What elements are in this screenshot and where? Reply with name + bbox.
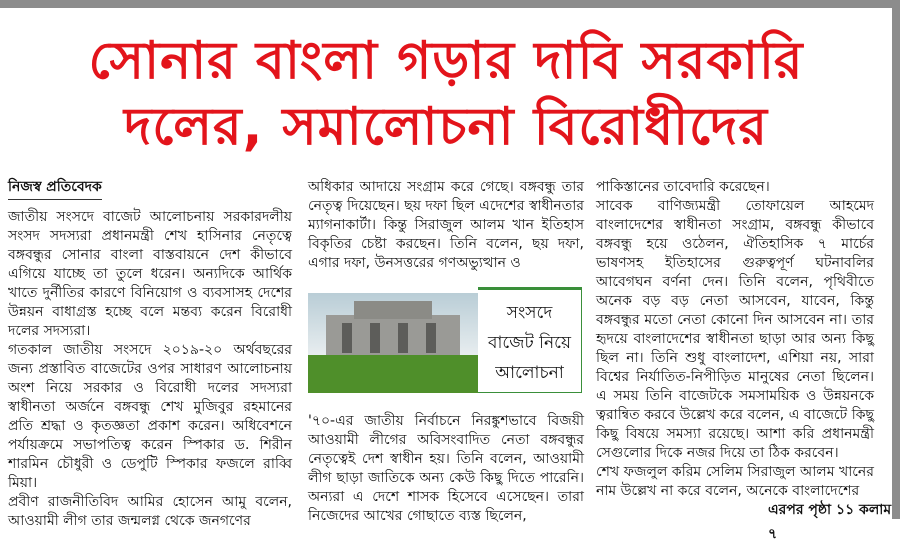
photo-lawn <box>308 355 478 393</box>
parliament-photo <box>308 293 478 393</box>
building-arch <box>342 323 352 353</box>
paragraph: শেখ ফজলুল করিম সেলিম সিরাজুল আলম খানের নাম উল্লেখ না করে বলেন, অনেকে বাংলাদেশের <box>596 464 874 499</box>
building-arch <box>398 323 408 353</box>
building-arch <box>426 323 436 353</box>
parliament-roof <box>354 301 432 319</box>
headline <box>0 28 892 160</box>
paragraph: '৭০-এর জাতীয় নির্বাচনে নিরঙ্কুশভাবে বিজয়ী আওয়ামী লীগের অবিসংবাদিত নেতা বঙ্গবন্ধুর নেতৃত্বেই দেশ স্বাধীন হয়। তিনি বলেন, আওয়ামী লীগ ছাড়া জাতিকে অন্য কেউ কিছু দিতে পারেনি। অন্যরা এ দেশে শাসক হিসেবে এসেছেন। তারা নিজেদের আখের গোছাতে ব্যস্ত ছিলেন, <box>308 413 584 524</box>
paragraph: অধিকার আদায়ে সংগ্রাম করে গেছে। বঙ্গবন্ধু তার নেতৃত্ব দিয়েছেন। ছয় দফা ছিল এদেশের স্বাধীনতার ম্যাগনাকার্টা। কিন্তু সিরাজুল আলম খান ইতিহাস বিকৃতির চেষ্টা করছেন। তিনি বলেন, ছয় দফা, এগার দফা, উনসত্তরের গণঅভ্যুত্থান ও <box>308 179 584 271</box>
photo-block <box>308 287 584 402</box>
paragraph: পাকিস্তানের তাবেদারি করেছেন। <box>596 179 770 195</box>
caption-line-3: আলোচনা <box>495 363 564 383</box>
headline-line-2: দলের, সমালোচনা বিরোধীদের <box>124 97 768 157</box>
caption-line-2: বাজেট নিয়ে <box>488 333 571 353</box>
building-arch <box>370 323 380 353</box>
byline: নিজস্ব প্রতিবেদক <box>8 178 102 200</box>
right-border <box>892 8 900 519</box>
continuation-note: এরপর পৃষ্ঠা ১১ কলাম ৭ <box>768 502 892 542</box>
paragraph: জাতীয় সংসদে বাজেট আলোচনায় সরকারদলীয় সংসদ সদস্যরা প্রধানমন্ত্রী শেখ হাসিনার নেতৃত্বে বঙ্গবন্ধুর সোনার বাংলা বাস্তবায়নে দেশ কীভাবে এগিয়ে যাচ্ছে তা তুলে ধরেন। অন্যদিকে আর্থিক খাতে দুর্নীতির কারণে বিনিয়োগ ও ব্যবসাসহ দেশের উন্নয়ন বাধাগ্রস্ত হচ্ছে বলে মন্তব্য করেন বিরোধী দলের সদস্যরা। <box>8 209 292 339</box>
headline-line-1: সোনার বাংলা গড়ার দাবি সরকারি <box>88 31 804 91</box>
caption-line-1: সংসদে <box>506 303 553 323</box>
column-1 <box>8 178 292 531</box>
column-2 <box>308 178 584 526</box>
paragraph: প্রবীণ রাজনীতিবিদ আমির হোসেন আমু বলেন, আওয়ামী লীগ তার জন্মলগ্ন থেকে জনগণের <box>8 494 292 529</box>
photo-caption <box>478 287 582 393</box>
paragraph: গতকাল জাতীয় সংসদে ২০১৯-২০ অর্থবছরের জন্য প্রস্তাবিত বাজেটের ওপর সাধারণ আলোচনায় অংশ নিয়ে সরকার ও বিরোধী দলের সদস্যরা স্বাধীনতা অর্জনে বঙ্গবন্ধু শেখ মুজিবুর রহমানের প্রতি শ্রদ্ধা ও কৃতজ্ঞতা প্রকাশ করেন। অধিবেশনে পর্যায়ক্রমে সভাপতিত্ব করেন স্পিকার ড. শিরীন শারমিন চৌধুরী ও ডেপুটি স্পিকার ফজলে রাব্বি মিয়া। <box>8 342 292 491</box>
top-border <box>0 0 900 8</box>
paragraph: সাবেক বাণিজ্যমন্ত্রী তোফায়েল আহমেদ বাংলাদেশের স্বাধীনতা সংগ্রাম, বঙ্গবন্ধু কীভাবে বঙ্গবন্ধু হয়ে ওঠেলন, ঐতিহাসিক ৭ মার্চের ভাষণসহ ইতিহাসের গুরুত্বপূর্ণ ঘটনাবলির আবেগঘন বর্ণনা দেন। তিনি বলেন, পৃথিবীতে অনেক বড় বড় নেতা আসবেন, যাবেন, কিন্তু বঙ্গবন্ধুর মতো নেতা কোনো দিন আসবেন না। তার হৃদয়ে বাংলাদেশের স্বাধীনতা ছাড়া আর অন্য কিছু ছিল না। তিনি শুধু বাংলাদেশ, এশিয়া নয়, সারা বিশ্বের নির্যাতিত-নিপীড়িত মানুষের নেতা ছিলেন। এ সময় তিনি বাজেটকে সমসাময়িক ও উন্নয়নকে ত্বরান্বিত করবে উল্লেখ করে বলেন, এ বাজেটে কিছু কিছু বিষয়ে সমস্যা রয়েছে। আশা করি প্রধানমন্ত্রী সেগুলোর দিকে নজর দিয়ে তা ঠিক করবেন। <box>596 198 874 461</box>
column-3 <box>596 178 874 501</box>
